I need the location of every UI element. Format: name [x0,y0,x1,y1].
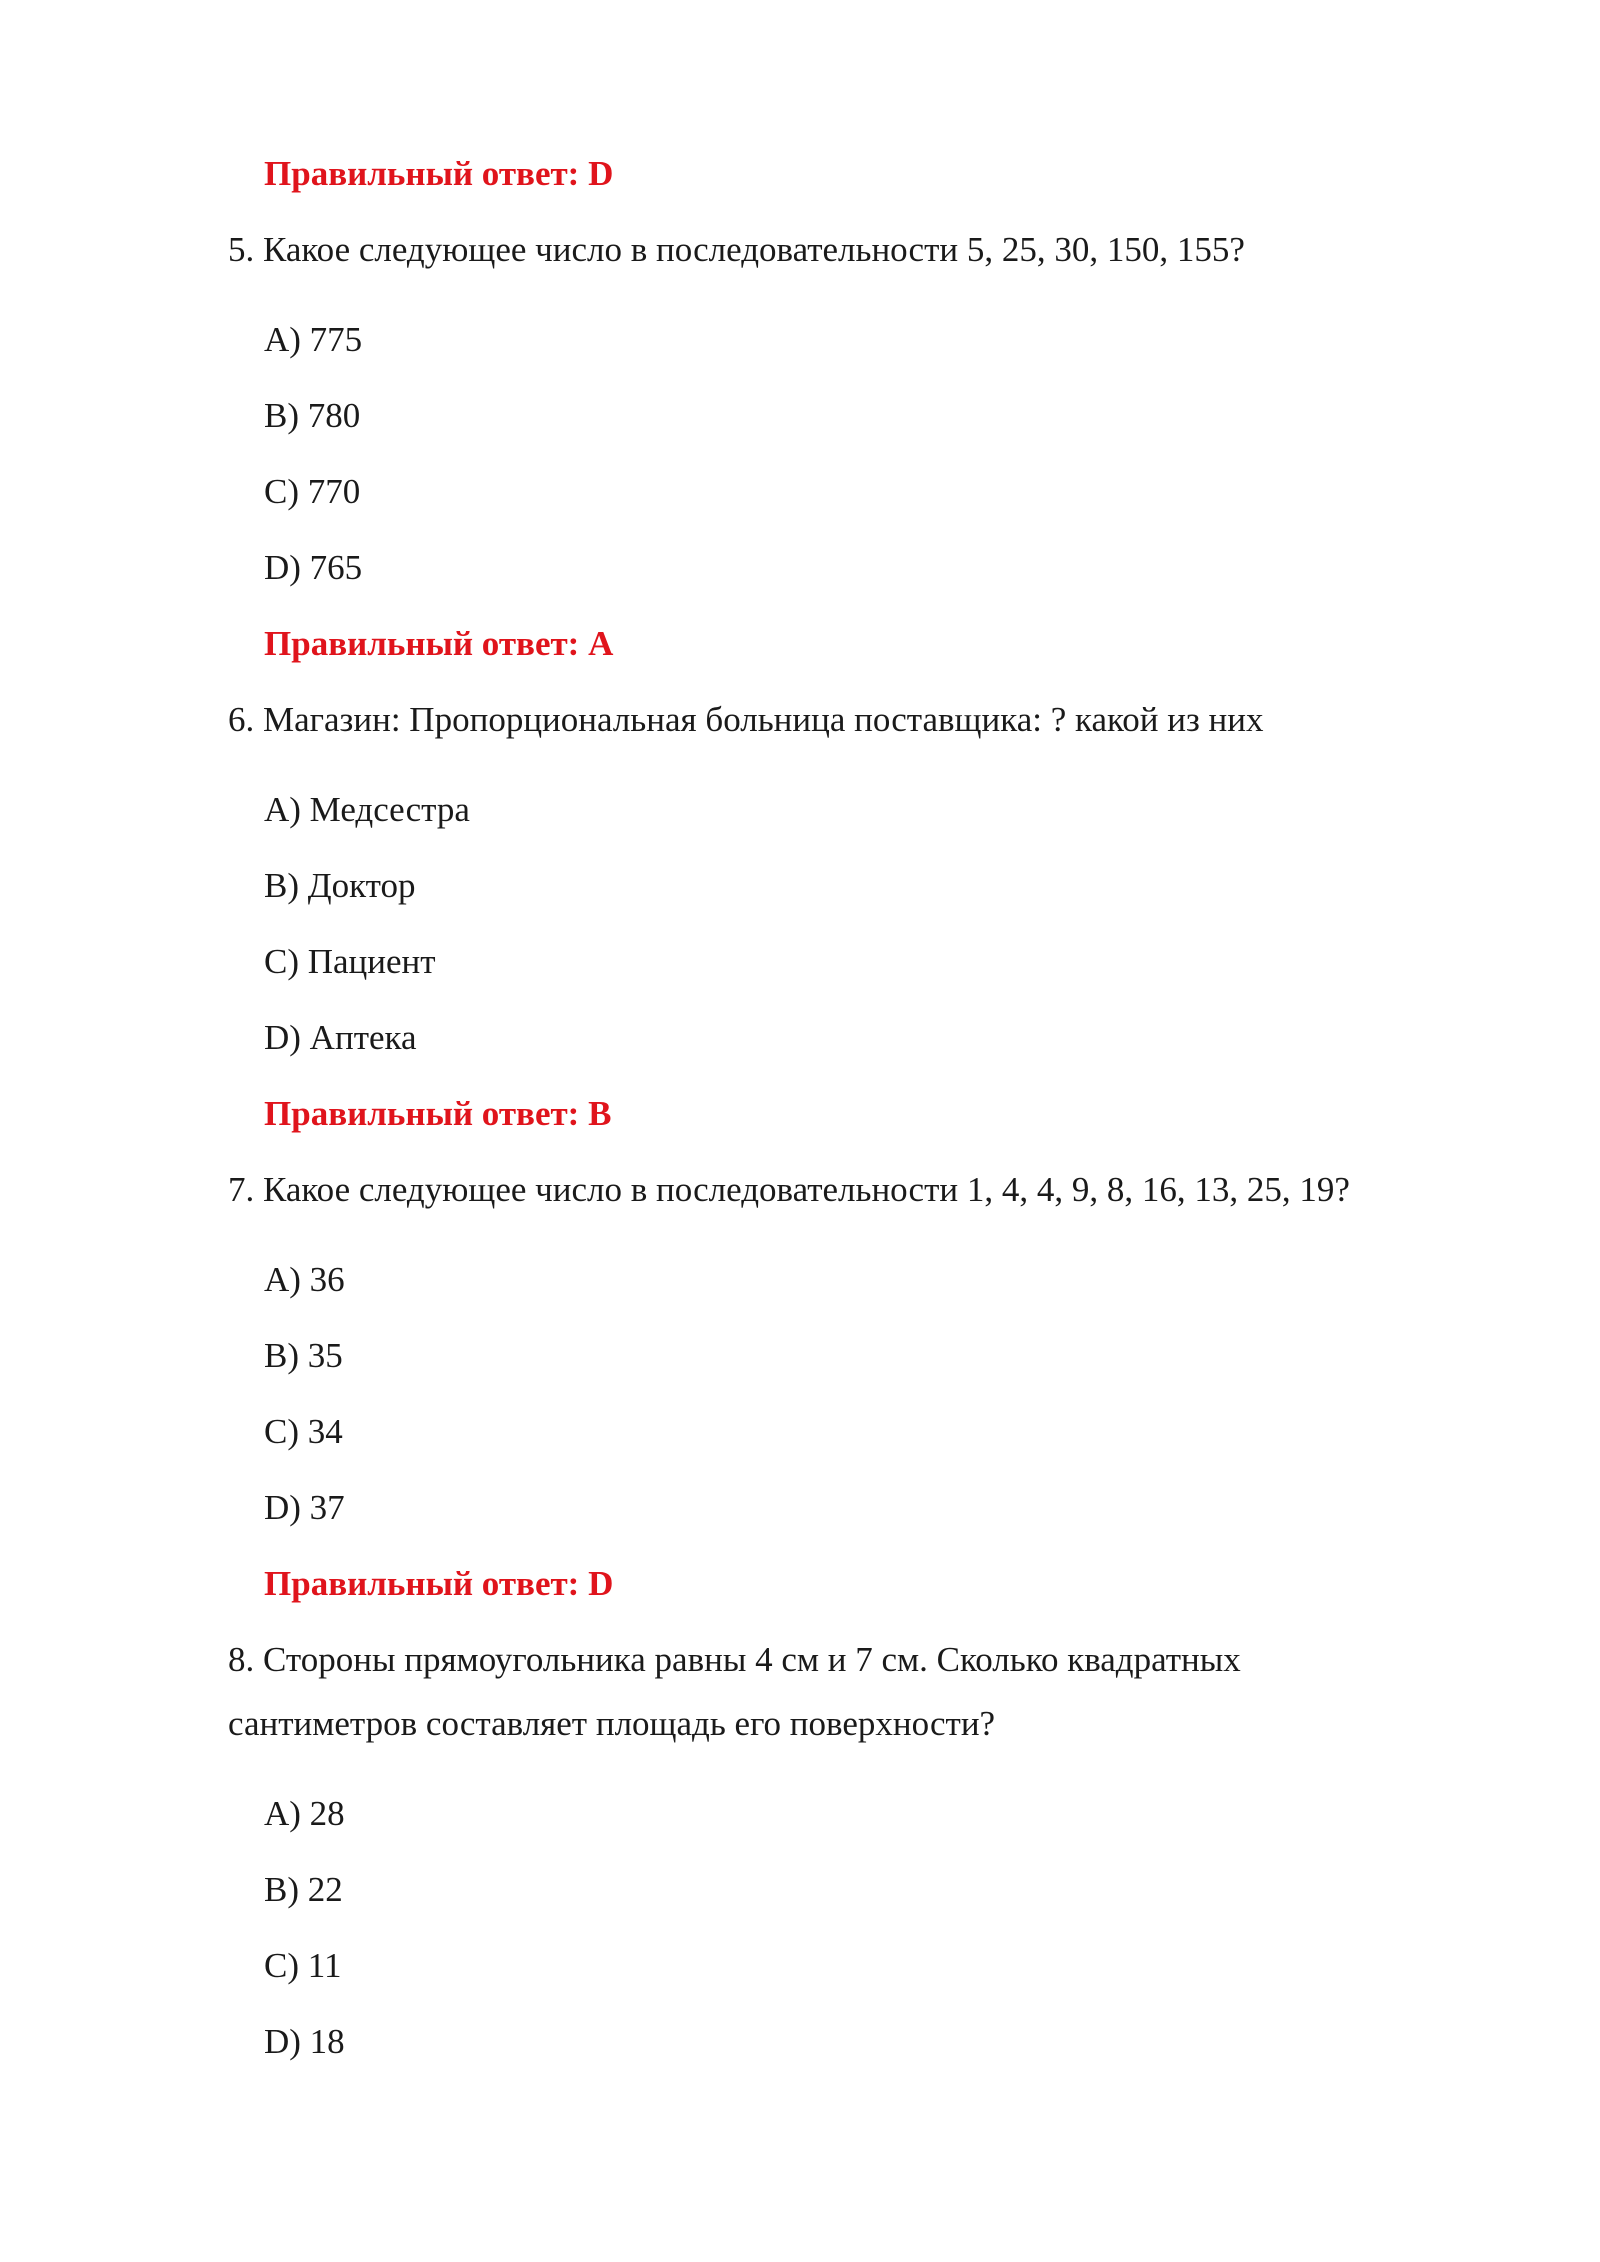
correct-answer-6: Правильный ответ: B [264,1094,612,1133]
option-7d: D) 37 [264,1488,345,1527]
option-5b: B) 780 [264,396,361,435]
question-6: 6. Магазин: Пропорциональная больница поставщика: ? какой из них [228,700,1264,739]
option-5c: C) 770 [264,472,361,511]
option-7a: A) 36 [264,1260,345,1299]
question-5: 5. Какое следующее число в последовательности 5, 25, 30, 150, 155? [228,230,1245,269]
option-7b: B) 35 [264,1336,343,1375]
option-5a: A) 775 [264,320,363,359]
option-8a: A) 28 [264,1794,345,1833]
option-7c: C) 34 [264,1412,343,1451]
option-8c: C) 11 [264,1946,342,1985]
correct-answer-4: Правильный ответ: D [264,154,614,193]
option-6d: D) Аптека [264,1018,417,1057]
question-8-line1: 8. Стороны прямоугольника равны 4 см и 7 см. Сколько квадратных [228,1640,1241,1679]
option-8b: B) 22 [264,1870,343,1909]
question-8-line2: сантиметров составляет площадь его поверхности? [228,1704,996,1743]
option-6a: A) Медсестра [264,790,470,829]
option-8d: D) 18 [264,2022,345,2061]
correct-answer-5: Правильный ответ: A [264,624,614,663]
option-6c: C) Пациент [264,942,436,981]
correct-answer-7: Правильный ответ: D [264,1564,614,1603]
option-5d: D) 765 [264,548,363,587]
option-6b: B) Доктор [264,866,416,905]
question-7: 7. Какое следующее число в последовательности 1, 4, 4, 9, 8, 16, 13, 25, 19? [228,1170,1350,1209]
